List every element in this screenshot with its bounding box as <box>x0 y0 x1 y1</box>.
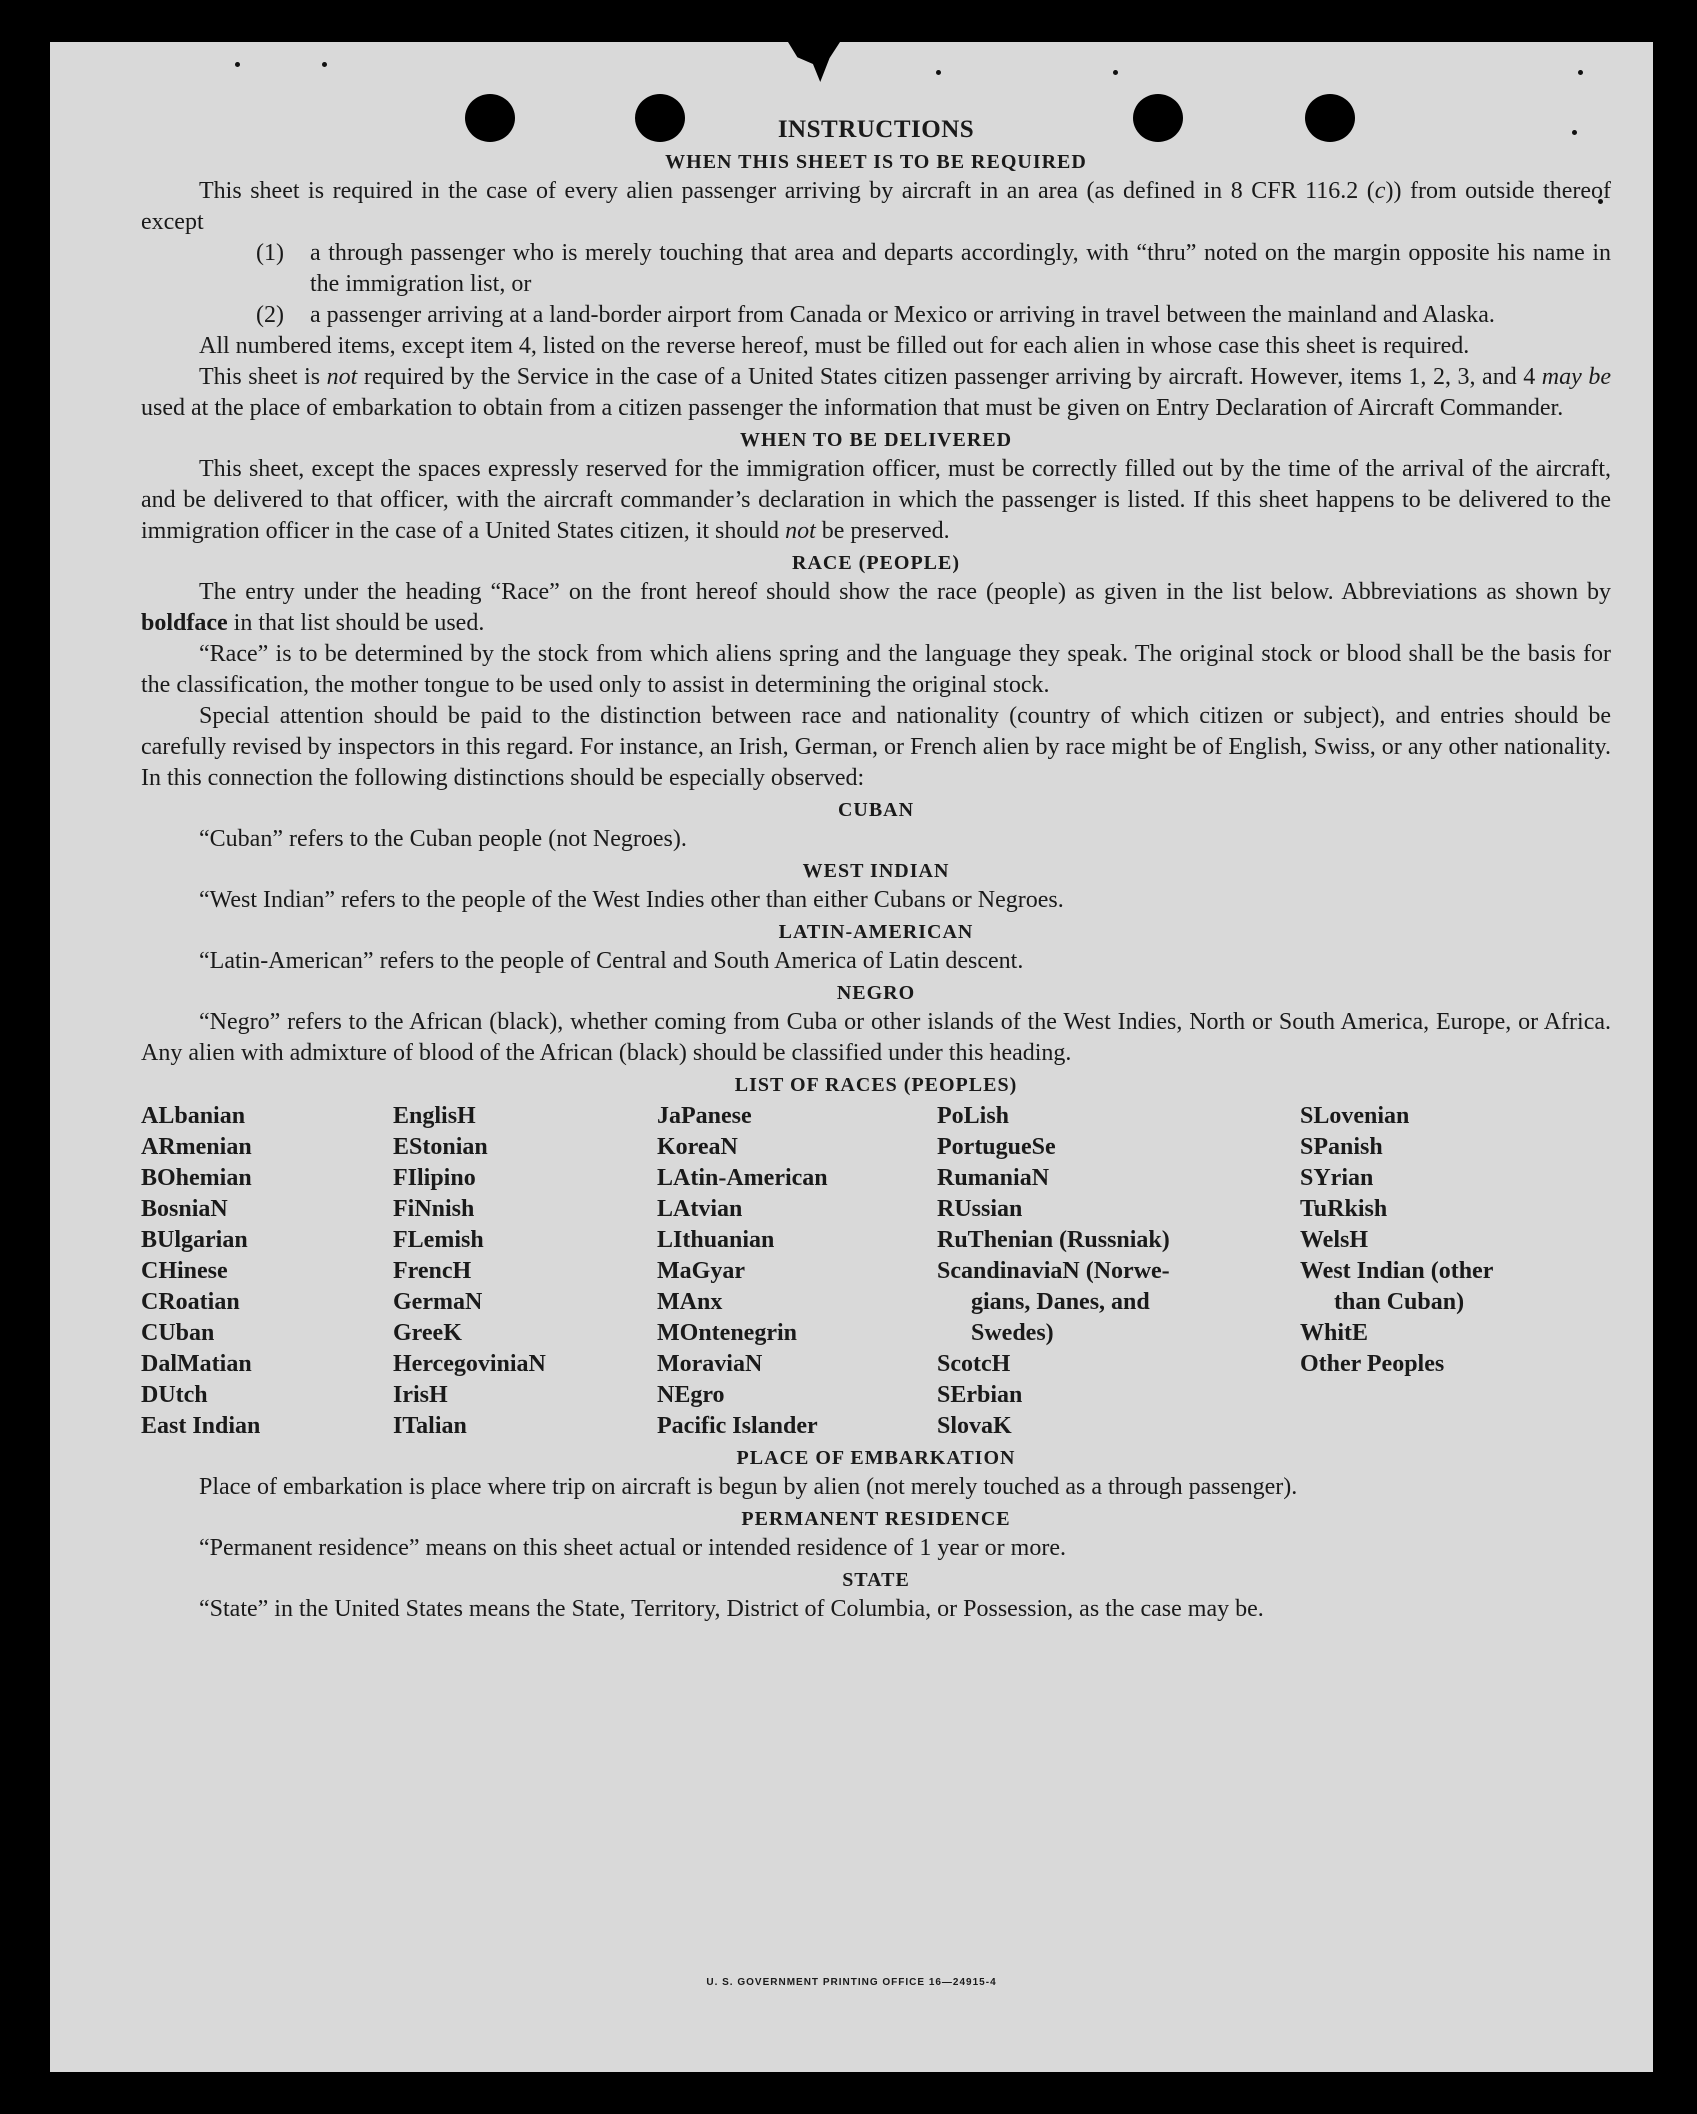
heading-west-indian: WEST INDIAN <box>802 860 950 882</box>
race-item: GermaN <box>393 1289 483 1315</box>
heading-state: STATE <box>842 1569 910 1591</box>
race-item-continued: gians, Danes, and <box>971 1289 1150 1315</box>
race-column-4 <box>937 1101 1300 1442</box>
race-item: MoraviaN <box>657 1351 763 1377</box>
heading-when-delivered: WHEN TO BE DELIVERED <box>739 429 1013 451</box>
paragraph-race-stock: “Race” is to be determined by the stock from which aliens spring and the language they speak. The original stock or blood shall be the basis for the classification, the mother tongue to be used only to assist in determining the original stock. <box>141 641 1611 698</box>
race-item: ALbanian <box>141 1103 246 1129</box>
paragraph-race-distinction: Special attention should be paid to the distinction between race and nationality (country of which citizen or subject), and entries should be carefully revised by inspectors in this regard. For instance, an Irish, German, or French alien by race might be of English, Swiss, or any other nationality. In this connection the following distinctions should be especially observed: <box>141 703 1611 791</box>
race-column-3 <box>657 1101 937 1442</box>
race-item-continued: Swedes) <box>971 1320 1054 1346</box>
speck <box>322 62 327 67</box>
speck <box>936 70 941 75</box>
race-item: FrencH <box>393 1258 472 1284</box>
paragraph-cuban: “Cuban” refers to the Cuban people (not Negroes). <box>199 826 687 852</box>
race-item: PortugueSe <box>937 1134 1056 1160</box>
instructions-body <box>141 114 1611 1625</box>
exception-item: (1) a through passenger who is merely touching that area and departs accordingly, with “thru” noted on the margin opposite his name in the immigration list, or <box>256 240 1611 297</box>
race-item: LAtvian <box>657 1196 743 1222</box>
race-item: Pacific Islander <box>657 1413 818 1439</box>
race-item: CRoatian <box>141 1289 240 1315</box>
race-item: BosniaN <box>141 1196 228 1222</box>
race-item: ScandinaviaN (Norwe- <box>937 1258 1170 1284</box>
heading-list-of-races: LIST OF RACES (PEOPLES) <box>734 1074 1018 1096</box>
race-item: West Indian (other <box>1300 1258 1494 1284</box>
exception-item: (2) a passenger arriving at a land-border airport from Canada or Mexico or arriving in travel between the mainland and Alaska. <box>256 302 1495 328</box>
paragraph-delivered: This sheet, except the spaces expressly reserved for the immigration officer, must be correctly filled out by the time of the arrival of the aircraft, and be delivered to that officer, with the aircraft commander’s declaration in which the passenger is listed. If this sheet happens to be delivered to the immigration officer in the case of a United States citizen, it should not be preserved. <box>141 456 1611 544</box>
heading-permanent-residence: PERMANENT RESIDENCE <box>741 1508 1011 1530</box>
race-column-5 <box>1300 1101 1611 1442</box>
race-item: RuThenian (Russniak) <box>937 1227 1170 1253</box>
race-column-1 <box>141 1101 393 1442</box>
race-item: WelsH <box>1300 1227 1369 1253</box>
paragraph-numbered-items: All numbered items, except item 4, listed on the reverse hereof, must be filled out for each alien in whose case this sheet is required. <box>199 333 1470 359</box>
race-item: Other Peoples <box>1300 1351 1445 1377</box>
race-list <box>141 1101 1611 1442</box>
race-item: CHinese <box>141 1258 228 1284</box>
race-item: CUban <box>141 1320 215 1346</box>
race-item: KoreaN <box>657 1134 738 1160</box>
race-item: MOntenegrin <box>657 1320 797 1346</box>
race-item: GreeK <box>393 1320 462 1346</box>
paragraph-latin-american: “Latin-American” refers to the people of Central and South America of Latin descent. <box>199 948 1024 974</box>
paragraph-required-intro: This sheet is required in the case of every alien passenger arriving by aircraft in an area (as defined in 8 CFR 116.2 (c)) from outside thereof except <box>141 178 1611 235</box>
paper-tear <box>788 42 840 82</box>
speck <box>1113 70 1118 75</box>
paragraph-residence: “Permanent residence” means on this sheet actual or intended residence of 1 year or more. <box>199 1535 1066 1561</box>
race-item: RumaniaN <box>937 1165 1050 1191</box>
paragraph-negro: “Negro” refers to the African (black), whether coming from Cuba or other islands of the West Indies, North or South America, Europe, or Africa. Any alien with admixture of blood of the African (black) should be classified under this heading. <box>141 1009 1611 1066</box>
race-item: RUssian <box>937 1196 1023 1222</box>
race-item: SErbian <box>937 1382 1023 1408</box>
race-column-2 <box>393 1101 657 1442</box>
race-item: FiNnish <box>393 1196 475 1222</box>
paragraph-west-indian: “West Indian” refers to the people of the West Indies other than either Cubans or Negroes. <box>199 887 1064 913</box>
race-item: ITalian <box>393 1413 467 1439</box>
race-item: NEgro <box>657 1382 725 1408</box>
race-item: ScotcH <box>937 1351 1011 1377</box>
race-item: BOhemian <box>141 1165 252 1191</box>
race-item: FLemish <box>393 1227 484 1253</box>
speck <box>1578 70 1583 75</box>
heading-when-required: WHEN THIS SHEET IS TO BE REQUIRED <box>665 151 1087 173</box>
race-item: East Indian <box>141 1413 261 1439</box>
race-item: ARmenian <box>141 1134 252 1160</box>
race-item: MAnx <box>657 1289 723 1315</box>
race-item: SPanish <box>1300 1134 1383 1160</box>
race-item: EStonian <box>393 1134 488 1160</box>
paragraph-state: “State” in the United States means the State, Territory, District of Columbia, or Possession, as the case may be. <box>199 1596 1264 1622</box>
heading-cuban: CUBAN <box>837 799 915 821</box>
race-item: FIlipino <box>393 1165 476 1191</box>
race-item: IrisH <box>393 1382 448 1408</box>
race-item-continued: than Cuban) <box>1334 1289 1465 1315</box>
paragraph-race-entry: The entry under the heading “Race” on the front hereof should show the race (people) as given in the list below. Abbreviations as shown by boldface in that list should be used. <box>141 579 1611 636</box>
race-item: HercegoviniaN <box>393 1351 546 1377</box>
race-item: SLovenian <box>1300 1103 1410 1129</box>
printer-imprint: U. S. GOVERNMENT PRINTING OFFICE 16—24915-4 <box>706 1977 997 1988</box>
race-item: LIthuanian <box>657 1227 775 1253</box>
race-item: DUtch <box>141 1382 208 1408</box>
race-item: SYrian <box>1300 1165 1374 1191</box>
race-item: EnglisH <box>393 1103 476 1129</box>
heading-race: RACE (PEOPLE) <box>792 552 960 574</box>
race-item: MaGyar <box>657 1258 745 1284</box>
heading-negro: NEGRO <box>836 982 916 1004</box>
heading-latin-american: LATIN-AMERICAN <box>778 921 974 943</box>
race-item: WhitE <box>1300 1320 1369 1346</box>
race-item: TuRkish <box>1300 1196 1388 1222</box>
race-item: PoLish <box>937 1103 1010 1129</box>
speck <box>235 62 240 67</box>
race-item: BUlgarian <box>141 1227 248 1253</box>
race-item: JaPanese <box>657 1103 752 1129</box>
race-item: DalMatian <box>141 1351 252 1377</box>
paragraph-citizen: This sheet is not required by the Service in the case of a United States citizen passenger arriving by aircraft. However, items 1, 2, 3, and 4 may be used at the place of embarkation to obtain from a citizen passenger the information that must be given on Entry Declaration of Aircraft Commander. <box>141 364 1611 421</box>
race-item: SlovaK <box>937 1413 1012 1439</box>
race-item: LAtin-American <box>657 1165 828 1191</box>
paragraph-embarkation: Place of embarkation is place where trip on aircraft is begun by alien (not merely touched as a through passenger). <box>199 1474 1298 1500</box>
document-page <box>50 42 1653 2072</box>
page-title: INSTRUCTIONS <box>777 116 975 143</box>
heading-place-of-embarkation: PLACE OF EMBARKATION <box>736 1447 1016 1469</box>
